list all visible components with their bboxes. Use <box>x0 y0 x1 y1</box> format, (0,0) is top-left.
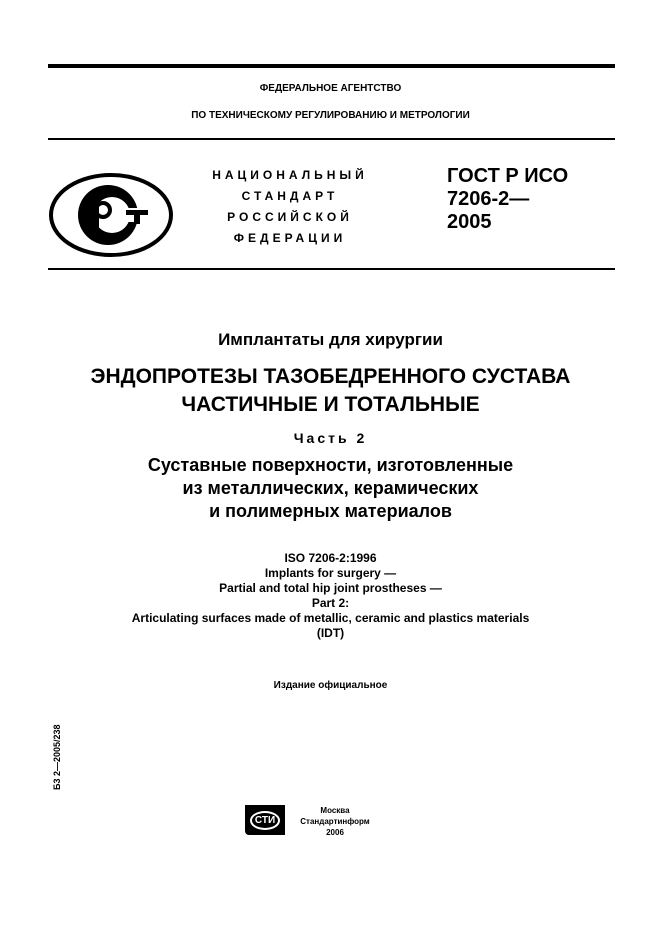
header-rule <box>48 138 615 140</box>
iso-line: ISO 7206-2:1996 <box>284 551 377 565</box>
publisher-logo-text: СТИ <box>250 811 280 830</box>
national-line: СТАНДАРТ <box>241 189 339 203</box>
title-sub-3: и полимерных материалов <box>209 501 452 521</box>
title-main-1: ЭНДОПРОТЕЗЫ ТАЗОБЕДРЕННОГО СУСТАВА <box>90 365 571 388</box>
iso-line: Partial and total hip joint prostheses — <box>219 581 442 595</box>
title-main-2: ЧАСТИЧНЫЕ И ТОТАЛЬНЫЕ <box>181 393 480 416</box>
gost-line: 2005 <box>447 211 492 233</box>
title-part: Часть 2 <box>293 430 368 446</box>
rst-logo <box>48 172 174 263</box>
gost-line: 7206-2— <box>447 188 530 210</box>
iso-line: Articulating surfaces made of metallic, ceramic and plastics materials <box>131 611 530 625</box>
title-sub-1: Суставные поверхности, изготовленные <box>147 455 514 475</box>
title-sub-2: из металлических, керамических <box>182 478 479 498</box>
publisher-logo <box>245 805 285 835</box>
gost-line: ГОСТ Р ИСО <box>447 165 569 187</box>
iso-line: Implants for surgery — <box>264 566 397 580</box>
iso-line: (IDT) <box>316 626 345 640</box>
national-line: НАЦИОНАЛЬНЫЙ <box>212 168 368 182</box>
publisher-year: 2006 <box>326 828 344 837</box>
title-group: Имплантаты для хирургии <box>218 330 443 349</box>
national-line: ФЕДЕРАЦИИ <box>233 231 347 245</box>
agency-line-1: ФЕДЕРАЛЬНОЕ АГЕНТСТВО <box>259 83 402 94</box>
edition-label: Издание официальное <box>273 680 388 691</box>
side-code: Б3 2—2005/238 <box>52 724 62 790</box>
publisher-city: Москва <box>320 806 350 815</box>
national-standard-label <box>200 165 380 249</box>
publisher-info <box>295 805 375 838</box>
national-line: РОССИЙСКОЙ <box>227 210 353 224</box>
mid-rule <box>48 268 615 270</box>
top-rule <box>48 64 615 68</box>
publisher-name: Стандартинформ <box>300 817 370 826</box>
gost-number <box>447 165 568 234</box>
iso-line: Part 2: <box>311 596 350 610</box>
iso-reference <box>0 551 661 641</box>
agency-line-2: ПО ТЕХНИЧЕСКОМУ РЕГУЛИРОВАНИЮ И МЕТРОЛОГИИ <box>191 110 470 121</box>
